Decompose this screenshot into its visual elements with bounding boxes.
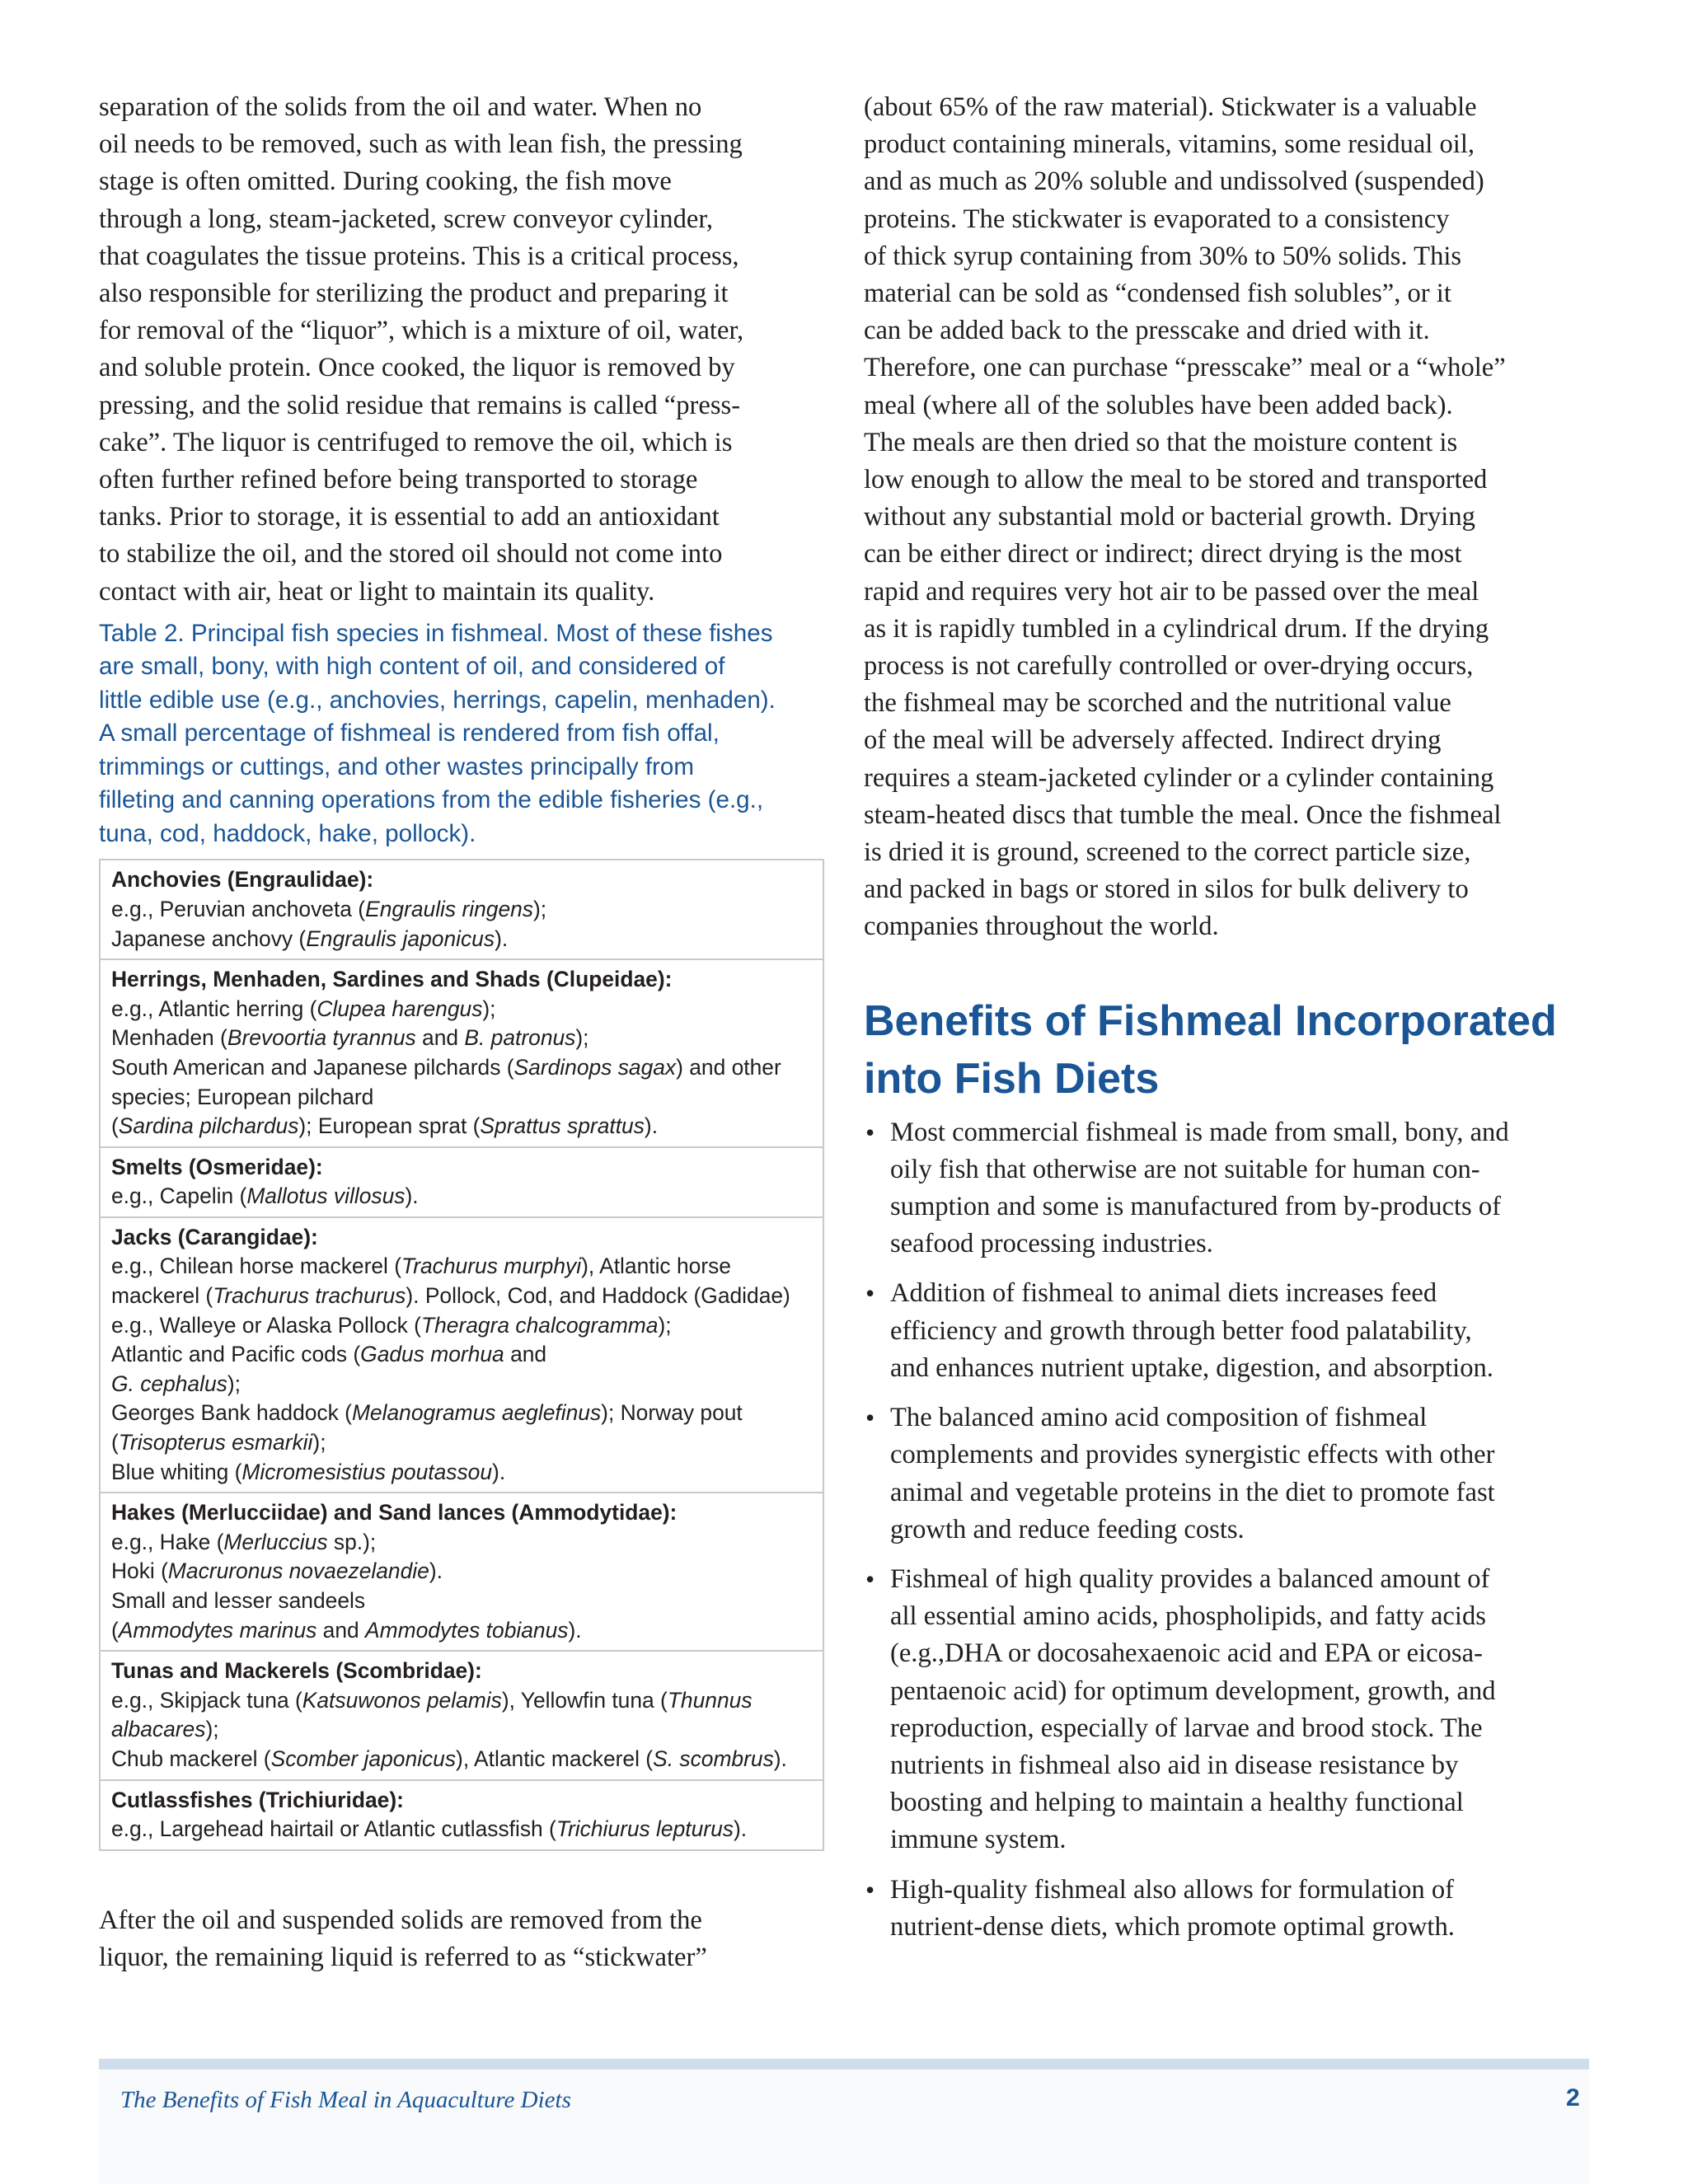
section-heading: Benefits of Fishmeal Incorporated into Fish Diets [864, 996, 1557, 1103]
table-row-detail: e.g., Skipjack tuna (Katsuwonos pelamis), Yellowfin tuna (Thunnus albacares); Chub mackerel (Scomber japonicus), Atlantic mackerel (S. scombrus). [111, 1687, 787, 1771]
list-item [864, 1872, 1589, 1946]
table-row-detail: e.g., Capelin (Mallotus villosus). [111, 1183, 419, 1209]
bullet-text: Fishmeal of high quality provides a balanced amount of all essential amino acids, phospholipids, and fatty acids (e.g.,DHA or docosahexaenoic acid and EPA or eicosa- pentaenoic acid) for optimum development, growth, and reproduction, especially of larvae and brood stock. The nutrients in fishmeal also aid in disease resistance by boosting and helping to maintain a healthy functional immune system. [890, 1563, 1496, 1855]
table-row-heading: Anchovies (Engraulidae): [111, 867, 374, 893]
bullet-icon: • [865, 1117, 875, 1147]
table-row-heading: Herrings, Menhaden, Sardines and Shads (Clupeidae): [111, 967, 673, 992]
table-row-detail: e.g., Peruvian anchoveta (Engraulis ringens); Japanese anchovy (Engraulis japonicus). [111, 896, 547, 951]
table-row [101, 1146, 823, 1216]
table-row-heading: Tunas and Mackerels (Scombridae): [111, 1658, 482, 1684]
bullet-text: High-quality fishmeal also allows for formulation of nutrient-dense diets, which promote optimal growth. [890, 1874, 1455, 1942]
bullet-text: Addition of fishmeal to animal diets increases feed efficiency and growth through better food palatability, and enhances nutrient uptake, digestion, and absorption. [890, 1278, 1493, 1383]
bullet-icon: • [865, 1874, 875, 1905]
stickwater-paragraph: After the oil and suspended solids are removed from the liquor, the remaining liquid is referred to as “stickwater” [99, 1905, 707, 1972]
table-row [101, 1779, 823, 1849]
table-row-heading: Jacks (Carangidae): [111, 1224, 318, 1249]
continued-paragraph: (about 65% of the raw material). Stickwater is a valuable product containing minerals, vitamins, some residual oil, and as much as 20% soluble and undissolved (suspended) proteins. The stickwater is evaporated to a consistency of thick syrup containing from 30% to 50% solids. This material can be sold as “condensed fish solubles”, or it can be added back to the presscake and dried with it. Therefore, one can purchase “presscake” meal or a “whole” meal (where all of the solubles have been added back). The meals are then dried so that the moisture content is low enough to allow the meal to be stored and transported without any substantial mold or bacterial growth. Drying can be either direct or indirect; direct drying is the most rapid and requires very hot air to be passed over the meal as it is rapidly tumbled in a cylindrical drum. If the drying process is not carefully controlled or over-drying occurs, the fishmeal may be scorched and the nutritional value of the meal will be adversely affected. Indirect drying requires a steam-jacketed cylinder or a cylinder containing steam-heated discs that tumble the meal. Once the fishmeal is dried it is ground, screened to the correct particle size, and packed in bags or stored in silos for bulk delivery to companies throughout the world. [864, 92, 1506, 942]
table-row-detail: e.g., Chilean horse mackerel (Trachurus murphyi), Atlantic horse mackerel (Trachurus trachurus). Pollock, Cod, and Haddock (Gadidae) e.g., Walleye or Alaska Pollock (Theragra chalcogramma); Atlantic and Pacific cods (Gadus morhua and G. cephalus); Georges Bank haddock (Melanogramus aeglefinus); Norway pout (Trisopterus esmarkii); Blue whiting (Micromesistius poutassou). [111, 1254, 790, 1484]
list-item [864, 1561, 1589, 1859]
table-row [101, 958, 823, 1146]
list-item [864, 1275, 1589, 1387]
table-row [101, 1216, 823, 1492]
table-row-detail: e.g., Largehead hairtail or Atlantic cutlassfish (Trichiurus lepturus). [111, 1816, 748, 1842]
bullet-text: The balanced amino acid composition of fishmeal complements and provides synergistic effects with other animal and vegetable proteins in the diet to promote fast growth and reduce feeding costs. [890, 1403, 1495, 1544]
benefits-list [864, 1114, 1589, 1946]
table-row-heading: Smelts (Osmeridae): [111, 1154, 323, 1179]
intro-paragraph: separation of the solids from the oil and water. When no oil needs to be removed, such as with lean fish, the pressing stage is often omitted. During cooking, the fish move through a long, steam-jacketed, screw conveyor cylinder, that coagulates the tissue proteins. This is a critical process, also responsible for sterilizing the product and preparing it for removal of the “liquor”, which is a mixture of oil, water, and soluble protein. Once cooked, the liquor is removed by pressing, and the solid residue that remains is called “press- cake”. The liquor is centrifuged to remove the oil, which is often further refined before being transported to storage tanks. Prior to storage, it is essential to add an antioxidant to stabilize the oil, and the stored oil should not come into contact with air, heat or light to maintain its quality. [99, 92, 744, 607]
table-row [101, 860, 823, 958]
table-row-detail: e.g., Atlantic herring (Clupea harengus); Menhaden (Brevoortia tyrannus and B. patronus); South American and Japanese pilchards (Sardinops sagax) and other species; European pilchard (Sardina pilchardus); European sprat (Sprattus sprattus). [111, 996, 781, 1139]
list-item [864, 1114, 1589, 1263]
bullet-icon: • [865, 1278, 875, 1309]
table-row [101, 1492, 823, 1650]
bullet-icon: • [865, 1403, 875, 1433]
bullet-icon: • [865, 1563, 875, 1594]
table-row [101, 1650, 823, 1779]
right-column [864, 89, 1589, 1958]
footer-title: The Benefits of Fish Meal in Aquaculture Diets [120, 2087, 571, 2113]
fish-species-table [99, 859, 824, 1850]
table-row-heading: Cutlassfishes (Trichiuridae): [111, 1787, 404, 1812]
list-item [864, 1399, 1589, 1549]
bullet-text: Most commercial fishmeal is made from small, bony, and oily fish that otherwise are not suitable for human con- sumption and some is manufactured from by-products of seafood processing industries. [890, 1117, 1509, 1259]
footer-rule [99, 2059, 1589, 2069]
table-row-heading: Hakes (Merlucciidae) and Sand lances (Ammodytidae): [111, 1500, 678, 1526]
left-column [99, 89, 824, 1976]
table-row-detail: e.g., Hake (Merluccius sp.); Hoki (Macruronus novaezelandie). Small and lesser sandeels (Ammodytes marinus and Ammodytes tobianus). [111, 1529, 582, 1643]
table-caption: Table 2. Principal fish species in fishmeal. Most of these fishes are small, bony, with high content of oil, and considered of little edible use (e.g., anchovies, herrings, capelin, menhaden). A small percentage of fishmeal is rendered from fish offal, trimmings or cuttings, and other wastes principally from filleting and canning operations from the edible fisheries (e.g., tuna, cod, haddock, hake, pollock). [99, 619, 776, 847]
page-number: 2 [1566, 2084, 1580, 2111]
